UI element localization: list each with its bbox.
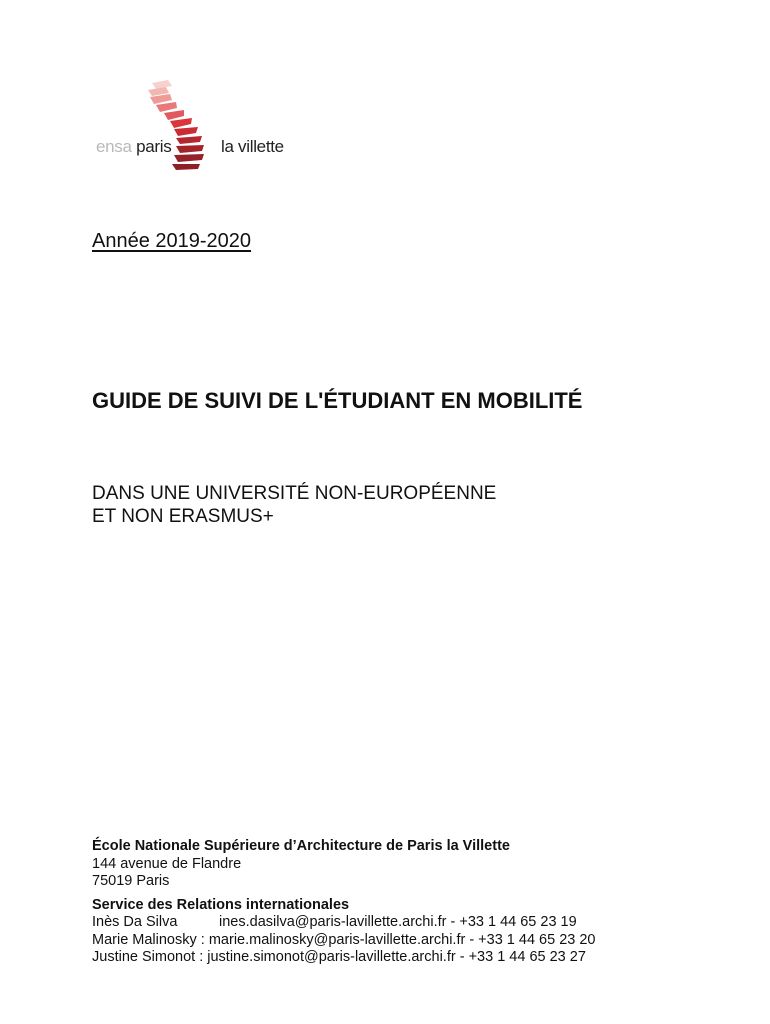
contact-row bbox=[92, 949, 596, 967]
logo-text-ensa: ensa bbox=[96, 137, 132, 156]
academic-year: Année 2019-2020 bbox=[92, 230, 252, 252]
logo-text-la-villette: la villette bbox=[221, 137, 284, 156]
logo-text-paris: paris bbox=[136, 137, 172, 156]
contact-details: ines.dasilva@paris-lavillette.archi.fr - +33 1 44 65 23 19 bbox=[219, 914, 577, 930]
staircase-logo-icon bbox=[146, 78, 226, 178]
contact-footer bbox=[92, 838, 596, 967]
contact-row bbox=[92, 932, 596, 950]
contact-name: Marie Malinosky : bbox=[92, 931, 205, 948]
contact-details: justine.simonot@paris-lavillette.archi.fr - +33 1 44 65 23 27 bbox=[207, 949, 586, 965]
subtitle-line-1: DANS UNE UNIVERSITÉ NON-EUROPÉENNE bbox=[92, 483, 497, 504]
contact-name: Inès Da Silva bbox=[92, 914, 178, 930]
contact-details: marie.malinosky@paris-lavillette.archi.fr - +33 1 44 65 23 20 bbox=[208, 931, 596, 948]
document-subtitle bbox=[92, 482, 496, 528]
school-name: École Nationale Supérieure d’Architecture de Paris la Villette bbox=[92, 838, 510, 854]
contact-name: Justine Simonot : bbox=[92, 949, 204, 965]
address-street: 144 avenue de Flandre bbox=[92, 855, 242, 872]
contact-row bbox=[92, 914, 596, 932]
address-city: 75019 Paris bbox=[92, 873, 170, 889]
school-logo bbox=[96, 78, 306, 178]
logo-text-ensa-paris bbox=[96, 137, 171, 157]
service-name: Service des Relations internationales bbox=[92, 896, 350, 913]
document-title: GUIDE DE SUIVI DE L'ÉTUDIANT EN MOBILITÉ bbox=[92, 388, 583, 413]
subtitle-line-2: ET NON ERASMUS+ bbox=[92, 506, 274, 527]
